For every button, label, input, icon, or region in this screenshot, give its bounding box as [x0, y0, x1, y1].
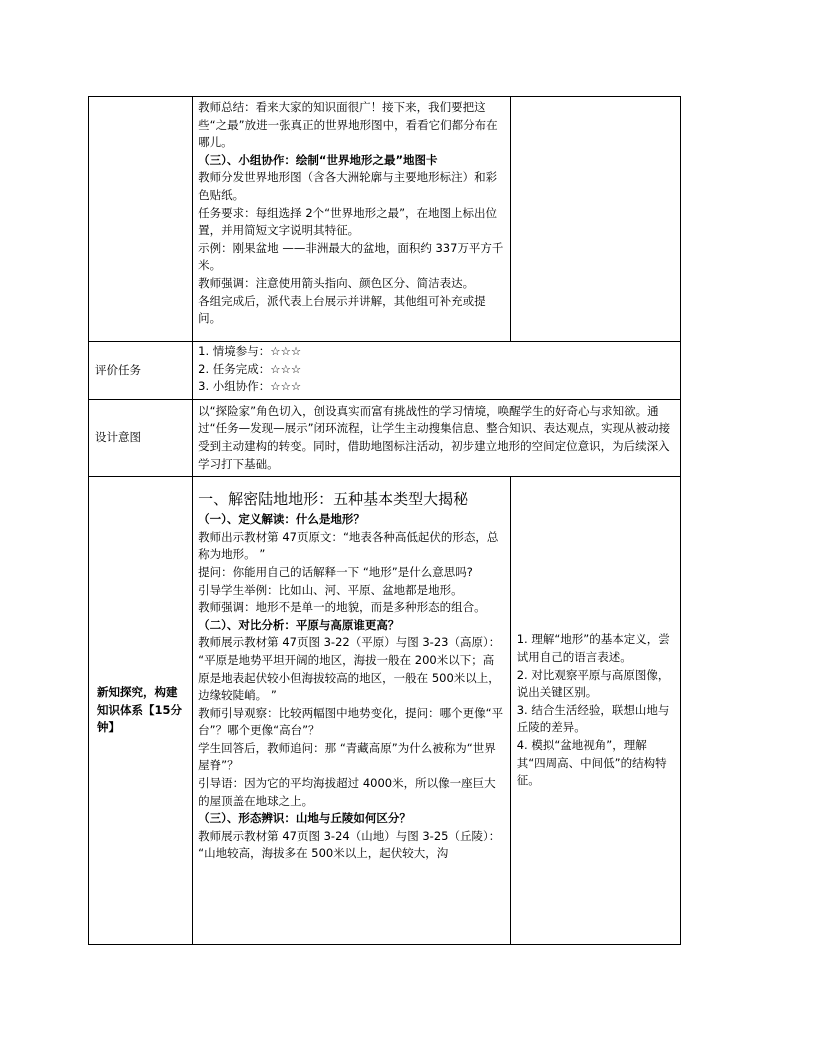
- paragraph: 教师强调：地形不是单一的地貌，而是多种形态的组合。: [198, 600, 486, 615]
- objectives-cell: [510, 477, 680, 945]
- lesson-plan-table: [88, 96, 681, 945]
- evaluation-item: 2. 任务完成：☆☆☆: [198, 361, 302, 376]
- paragraph: 引导学生举例：比如山、河、平原、盆地都是地形。: [198, 582, 463, 597]
- row1-content-cell: [193, 97, 511, 342]
- row1-objective-cell: [510, 97, 680, 342]
- paragraph: （三）、形态辨识：山地与丘陵如何区分？: [198, 811, 411, 826]
- paragraph: 教师分发世界地形图（含各大洲轮廓与主要地形标注）和彩色贴纸。: [198, 170, 498, 202]
- paragraph: 教师总结：看来大家的知识面很广！接下来，我们要把这些“之最”放进一张真正的世界地形图中，看看它们都分布在哪儿。: [198, 100, 498, 150]
- paragraph: 教师强调：注意使用箭头指向、颜色区分、简洁表达。: [198, 275, 475, 290]
- design-intent-text: 以“探险家”角色切入，创设真实而富有挑战性的学习情境，唤醒学生的好奇心与求知欲。通过“任务—发现—展示”闭环流程，让学生主动搜集信息、整合知识、表达观点，实现从被动接受到主动建构的转变。同时，借助地图标注活动，初步建立地形的空间定位意识，为后续深入学习打下基础。: [198, 403, 671, 471]
- evaluation-content-cell: [193, 342, 681, 400]
- section-heading: 一、解密陆地地形：五种基本类型大揭秘: [198, 490, 469, 509]
- paragraph: 教师展示教材第 47页图 3-24（山地）与图 3-25（丘陵）：: [198, 828, 501, 843]
- evaluation-label: 评价任务: [95, 362, 141, 377]
- evaluation-item: 3. 小组协作：☆☆☆: [198, 379, 302, 394]
- objective-item: 4. 模拟“盆地视角”，理解其“四周高、中间低”的结构特征。: [516, 738, 667, 788]
- evaluation-item: 1. 情境参与：☆☆☆: [198, 344, 302, 358]
- objective-item: 2. 对比观察平原与高原图像，说出关键区别。: [516, 667, 670, 700]
- paragraph: 引导语：因为它的平均海拔超过 4000米，所以像一座巨大的屋顶盖在地球之上。: [198, 776, 496, 808]
- paragraph: 学生回答后，教师追问：那 “青藏高原”为什么被称为“世界屋脊”？: [198, 740, 496, 773]
- design-intent-content-cell: [193, 399, 681, 476]
- paragraph: “山地较高，海拔多在 500米以上，起伏较大，沟: [198, 846, 449, 861]
- paragraph: （一）、定义解读：什么是地形？: [198, 512, 365, 527]
- row-activity-continued: [89, 97, 681, 342]
- row-new-knowledge: [89, 477, 681, 945]
- paragraph: （三）、小组协作：绘制“世界地形之最”地图卡: [198, 152, 438, 167]
- learning-objectives: [511, 631, 680, 789]
- row-design-intent: [89, 399, 681, 476]
- evaluation-label-cell: [89, 342, 193, 400]
- new-knowledge-label-cell: [89, 477, 193, 945]
- new-knowledge-label: 新知探究，构建知识体系【15分钟】: [97, 685, 183, 735]
- row-evaluation: [89, 342, 681, 400]
- objective-item: 1. 理解“地形”的基本定义，尝试用自己的语言表述。: [516, 632, 670, 665]
- row1-content: [193, 97, 510, 331]
- paragraph: 任务要求：每组选择 2个“世界地形之最”，在地图上标出位置，并用简短文字说明其特征。: [198, 205, 498, 238]
- row1-label-cell: [89, 97, 193, 342]
- objective-item: 3. 结合生活经验，联想山地与丘陵的差异。: [516, 702, 670, 735]
- paragraph: 各组完成后，派代表上台展示并讲解，其他组可补充或提问。: [198, 293, 486, 326]
- evaluation-items: [193, 342, 680, 399]
- paragraph: “平原是地势平坦开阔的地区，海拔一般在 200米以下；高原是地表起伏较小但海拔较高的地区，一般在 500米以上，边缘较陡峭。 ”: [198, 652, 500, 703]
- paragraph: （二）、对比分析：平原与高原谁更高？: [198, 617, 400, 632]
- paragraph: 教师引导观察：比较两幅图中地势变化，提问：哪个更像“平台”？哪个更像“高台”？: [198, 705, 504, 738]
- paragraph: 教师展示教材第 47页图 3-22（平原）与图 3-23（高原）：: [198, 635, 501, 650]
- new-knowledge-lines: [198, 511, 506, 863]
- paragraph: 提问：你能用自己的话解释一下 “地形”是什么意思吗?: [198, 564, 473, 579]
- new-knowledge-content-cell: [193, 477, 511, 945]
- design-intent-label: 设计意图: [95, 430, 141, 445]
- paragraph: 示例：刚果盆地 ——非洲最大的盆地，面积约 337万平方千米。: [198, 240, 504, 273]
- paragraph: 教师出示教材第 47页原文：“地表各种高低起伏的形态，总称为地形。 ”: [198, 529, 499, 562]
- new-knowledge-content: [193, 489, 510, 866]
- design-intent-label-cell: [89, 399, 193, 476]
